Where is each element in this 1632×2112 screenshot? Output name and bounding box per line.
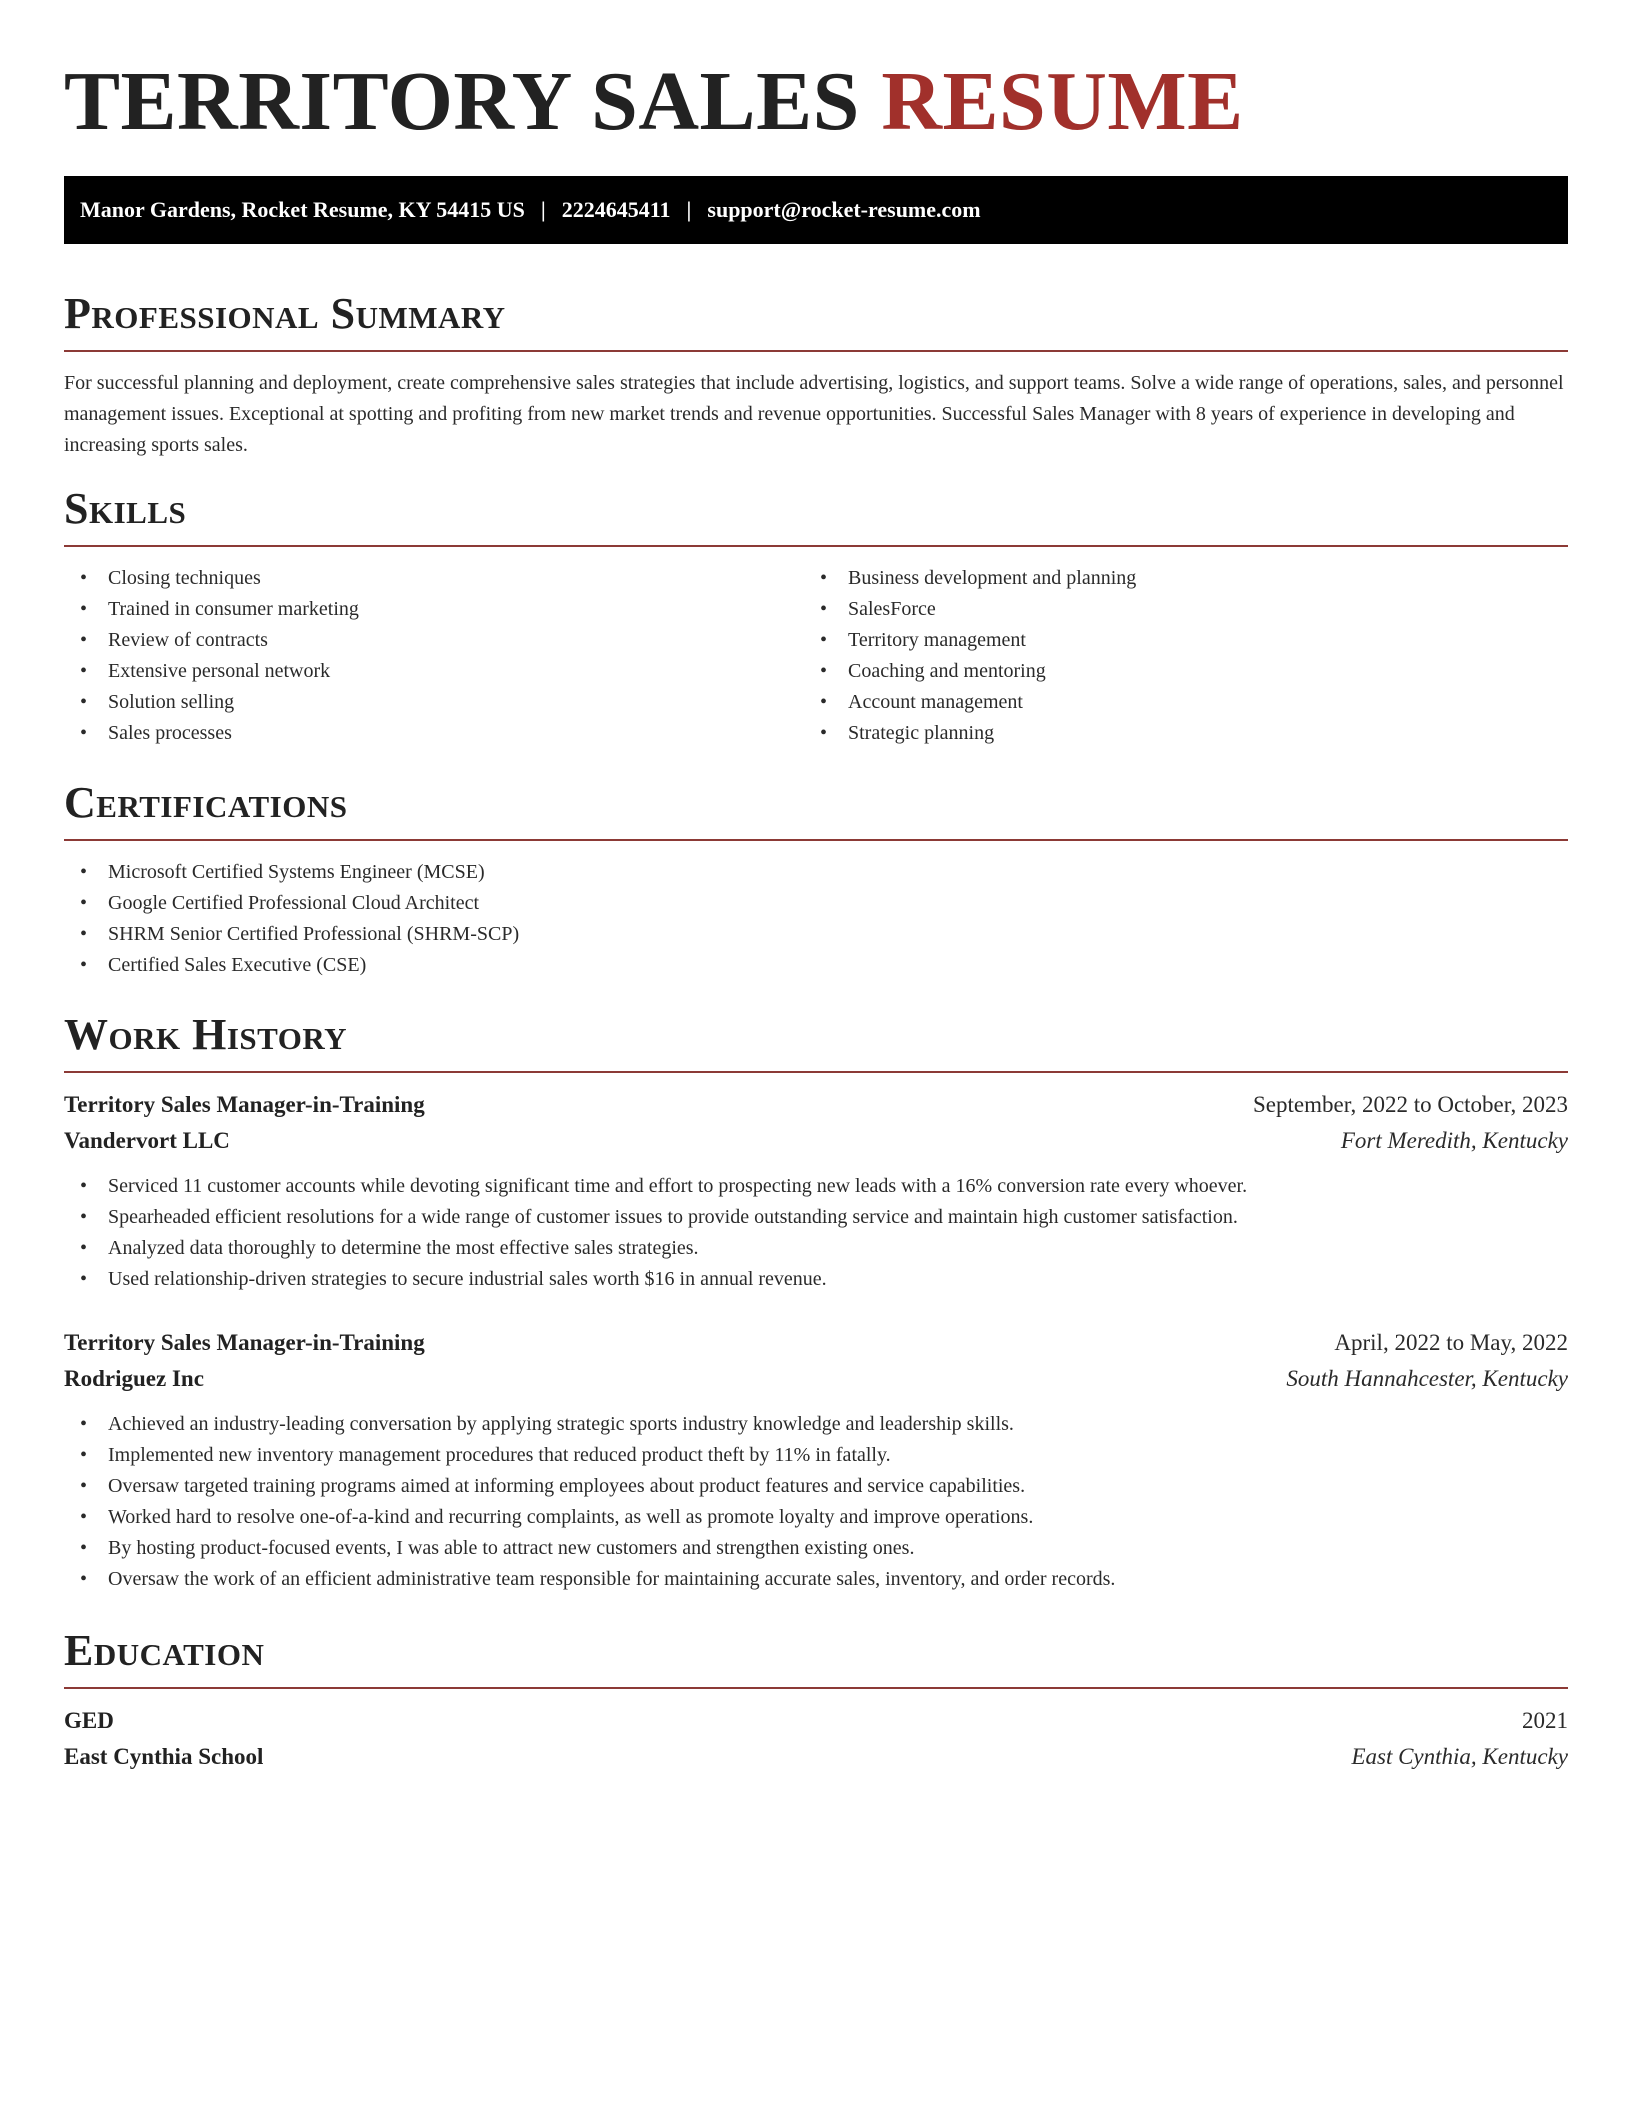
skill-item: • Closing techniques xyxy=(64,563,804,594)
skill-item: • Trained in consumer marketing xyxy=(64,594,804,625)
summary-heading: Professional Summary xyxy=(64,289,506,338)
job-bullet: • By hosting product-focused events, I was able to attract new customers and strengthen existing ones. xyxy=(64,1533,1568,1564)
skill-item: • Sales processes xyxy=(64,718,804,749)
job-bullets xyxy=(64,1409,1568,1595)
contact-separator: | xyxy=(686,197,692,222)
education-school: East Cynthia School xyxy=(64,1744,264,1769)
bullet-icon: • xyxy=(80,598,88,620)
resume-title xyxy=(64,0,1568,152)
job-subheader xyxy=(64,1361,1568,1397)
skills-section xyxy=(64,483,1568,749)
education-heading: Education xyxy=(64,1626,265,1675)
job-title: Territory Sales Manager-in-Training xyxy=(64,1330,425,1355)
bullet-icon: • xyxy=(80,567,88,589)
skill-item: • Strategic planning xyxy=(804,718,1544,749)
job-company: Vandervort LLC xyxy=(64,1128,230,1153)
job-bullet: • Worked hard to resolve one-of-a-kind and recurring complaints, as well as promote loyalty and improve operations. xyxy=(64,1502,1568,1533)
education-degree: GED xyxy=(64,1708,114,1733)
job-dates: April, 2022 to May, 2022 xyxy=(1334,1330,1568,1355)
skill-item: • Account management xyxy=(804,687,1544,718)
job-bullet: • Analyzed data thoroughly to determine the most effective sales strategies. xyxy=(64,1233,1568,1264)
bullet-icon: • xyxy=(80,691,88,713)
education-subheader xyxy=(64,1739,1568,1775)
bullet-icon: • xyxy=(820,567,828,589)
contact-separator: | xyxy=(540,197,546,222)
bullet-icon: • xyxy=(80,1413,88,1435)
bullet-icon: • xyxy=(80,1568,88,1590)
education-year: 2021 xyxy=(1522,1708,1568,1733)
bullet-icon: • xyxy=(80,722,88,744)
bullet-icon: • xyxy=(80,1206,88,1228)
bullet-icon: • xyxy=(80,1506,88,1528)
certifications-heading: Certifications xyxy=(64,778,348,827)
job-bullet: • Oversaw targeted training programs aimed at informing employees about product features and service capabilities. xyxy=(64,1471,1568,1502)
contact-bar xyxy=(64,176,1568,244)
job-bullet: • Serviced 11 customer accounts while devoting significant time and effort to prospecting new leads with a 16% conversion rate every whoever. xyxy=(64,1171,1568,1202)
education-header xyxy=(64,1703,1568,1739)
bullet-icon: • xyxy=(80,892,88,914)
bullet-icon: • xyxy=(80,861,88,883)
contact-address: Manor Gardens, Rocket Resume, KY 54415 US xyxy=(80,197,525,222)
bullet-icon: • xyxy=(80,1475,88,1497)
job-bullet: • Spearheaded efficient resolutions for a wide range of customer issues to provide outstanding service and maintain high customer satisfaction. xyxy=(64,1202,1568,1233)
bullet-icon: • xyxy=(820,598,828,620)
bullet-icon: • xyxy=(80,1537,88,1559)
job-bullet: • Oversaw the work of an efficient administrative team responsible for maintaining accurate sales, inventory, and order records. xyxy=(64,1564,1568,1595)
contact-phone: 2224645411 xyxy=(561,197,671,222)
section-divider xyxy=(64,839,1568,841)
skill-item: • Territory management xyxy=(804,625,1544,656)
section-divider xyxy=(64,1687,1568,1689)
section-divider xyxy=(64,1071,1568,1073)
bullet-icon: • xyxy=(80,923,88,945)
skill-item: • Coaching and mentoring xyxy=(804,656,1544,687)
bullet-icon: • xyxy=(80,1237,88,1259)
bullet-icon: • xyxy=(820,629,828,651)
certifications-list xyxy=(64,857,1568,981)
certification-item: • Certified Sales Executive (CSE) xyxy=(64,950,1568,981)
skill-item: • Review of contracts xyxy=(64,625,804,656)
skill-item: • SalesForce xyxy=(804,594,1544,625)
job-header xyxy=(64,1325,1568,1361)
skills-grid xyxy=(64,563,1568,749)
skill-item: • Business development and planning xyxy=(804,563,1544,594)
bullet-icon: • xyxy=(80,1175,88,1197)
skills-list-left xyxy=(64,563,804,749)
certification-item: • SHRM Senior Certified Professional (SHRM-SCP) xyxy=(64,919,1568,950)
job-company: Rodriguez Inc xyxy=(64,1366,204,1391)
job-entry xyxy=(64,1087,1568,1295)
section-divider xyxy=(64,350,1568,352)
job-entry xyxy=(64,1325,1568,1595)
work-history-section xyxy=(64,1009,1568,1595)
education-entry xyxy=(64,1703,1568,1775)
job-bullet: • Achieved an industry-leading conversation by applying strategic sports industry knowledge and leadership skills. xyxy=(64,1409,1568,1440)
resume-page xyxy=(64,0,1568,1775)
bullet-icon: • xyxy=(80,1444,88,1466)
bullet-icon: • xyxy=(80,954,88,976)
job-title: Territory Sales Manager-in-Training xyxy=(64,1092,425,1117)
bullet-icon: • xyxy=(80,629,88,651)
contact-email: support@rocket-resume.com xyxy=(707,197,981,222)
title-main: TERRITORY SALES xyxy=(64,55,860,148)
bullet-icon: • xyxy=(80,1268,88,1290)
bullet-icon: • xyxy=(80,660,88,682)
education-location: East Cynthia, Kentucky xyxy=(1351,1744,1568,1769)
skill-item: • Solution selling xyxy=(64,687,804,718)
bullet-icon: • xyxy=(820,722,828,744)
job-subheader xyxy=(64,1123,1568,1159)
summary-section xyxy=(64,288,1568,461)
job-bullets xyxy=(64,1171,1568,1295)
bullet-icon: • xyxy=(820,660,828,682)
skills-heading: Skills xyxy=(64,484,187,533)
bullet-icon: • xyxy=(820,691,828,713)
job-dates: September, 2022 to October, 2023 xyxy=(1253,1092,1568,1117)
education-section xyxy=(64,1625,1568,1775)
job-bullet: • Implemented new inventory management procedures that reduced product theft by 11% in fatally. xyxy=(64,1440,1568,1471)
job-header xyxy=(64,1087,1568,1123)
work-history-heading: Work History xyxy=(64,1010,348,1059)
job-location: Fort Meredith, Kentucky xyxy=(1340,1128,1568,1153)
section-divider xyxy=(64,545,1568,547)
skills-list-right xyxy=(804,563,1544,749)
job-location: South Hannahcester, Kentucky xyxy=(1286,1366,1568,1391)
certification-item: • Google Certified Professional Cloud Architect xyxy=(64,888,1568,919)
certification-item: • Microsoft Certified Systems Engineer (MCSE) xyxy=(64,857,1568,888)
skill-item: • Extensive personal network xyxy=(64,656,804,687)
job-bullet: • Used relationship-driven strategies to secure industrial sales worth $16 in annual revenue. xyxy=(64,1264,1568,1295)
title-accent: RESUME xyxy=(881,55,1244,148)
summary-text: For successful planning and deployment, create comprehensive sales strategies that include advertising, logistics, and support teams. Solve a wide range of operations, sales, and personnel management issues. Exceptional at spotting and profiting from new market trends and revenue opportunities. Successful Sales Manager with 8 years of experience in developing and increasing sports sales. xyxy=(64,372,1564,456)
certifications-section xyxy=(64,777,1568,981)
